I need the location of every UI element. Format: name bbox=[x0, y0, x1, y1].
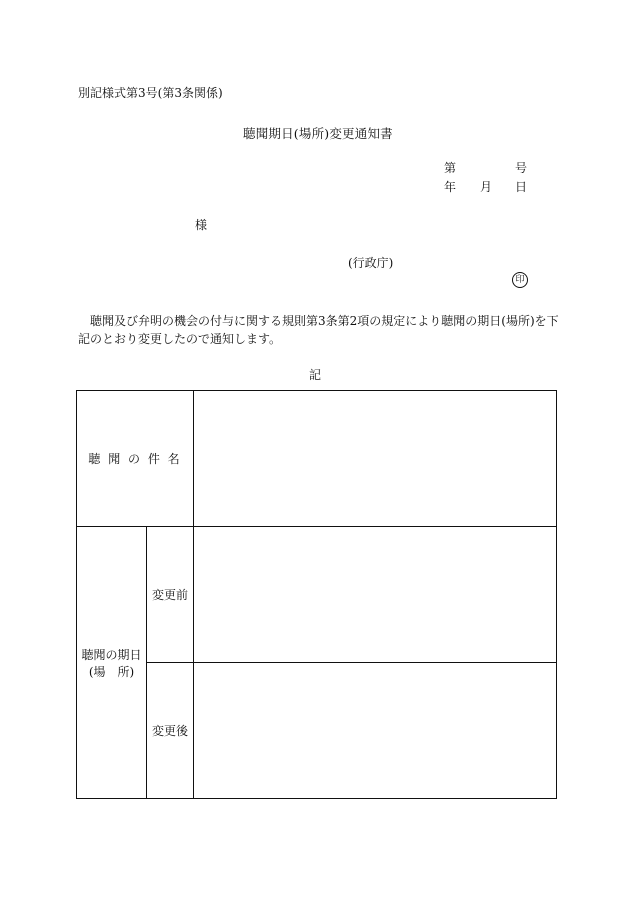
date-place-label-1: 聴聞の期日 bbox=[81, 647, 142, 662]
addressee-sama: 様 bbox=[195, 218, 208, 232]
after-label: 変更後 bbox=[152, 724, 189, 738]
after-value-cell[interactable] bbox=[194, 663, 557, 799]
date-year: 年 bbox=[444, 180, 457, 194]
agency-label: (行政庁) bbox=[348, 256, 394, 270]
date-place-label-2: (場 所) bbox=[88, 664, 135, 679]
before-label-cell bbox=[147, 527, 194, 663]
date-month: 月 bbox=[480, 180, 493, 194]
doc-number-dai: 第 bbox=[444, 161, 457, 175]
case-name-value-cell[interactable] bbox=[194, 391, 557, 527]
seal-icon: 印 bbox=[512, 272, 528, 288]
case-name-label-cell bbox=[77, 391, 194, 527]
doc-number-go: 号 bbox=[515, 161, 528, 175]
case-name-label: 聴 聞 の 件 名 bbox=[88, 452, 182, 466]
date-day: 日 bbox=[515, 180, 528, 194]
after-label-cell bbox=[147, 663, 194, 799]
date-place-label-cell bbox=[77, 527, 147, 799]
before-value-cell[interactable] bbox=[194, 527, 557, 663]
document-title: 聴聞期日(場所)変更通知書 bbox=[243, 126, 393, 141]
body-line-2: 記のとおり変更したので通知します。 bbox=[78, 332, 282, 346]
notice-table bbox=[76, 390, 557, 799]
form-reference: 別記様式第3号(第3条関係) bbox=[78, 86, 223, 100]
body-line-1: 聴聞及び弁明の機会の付与に関する規則第3条第2項の規定により聴聞の期日(場所)を下 bbox=[90, 314, 559, 328]
ki-heading: 記 bbox=[309, 368, 322, 382]
before-label: 変更前 bbox=[152, 588, 189, 602]
